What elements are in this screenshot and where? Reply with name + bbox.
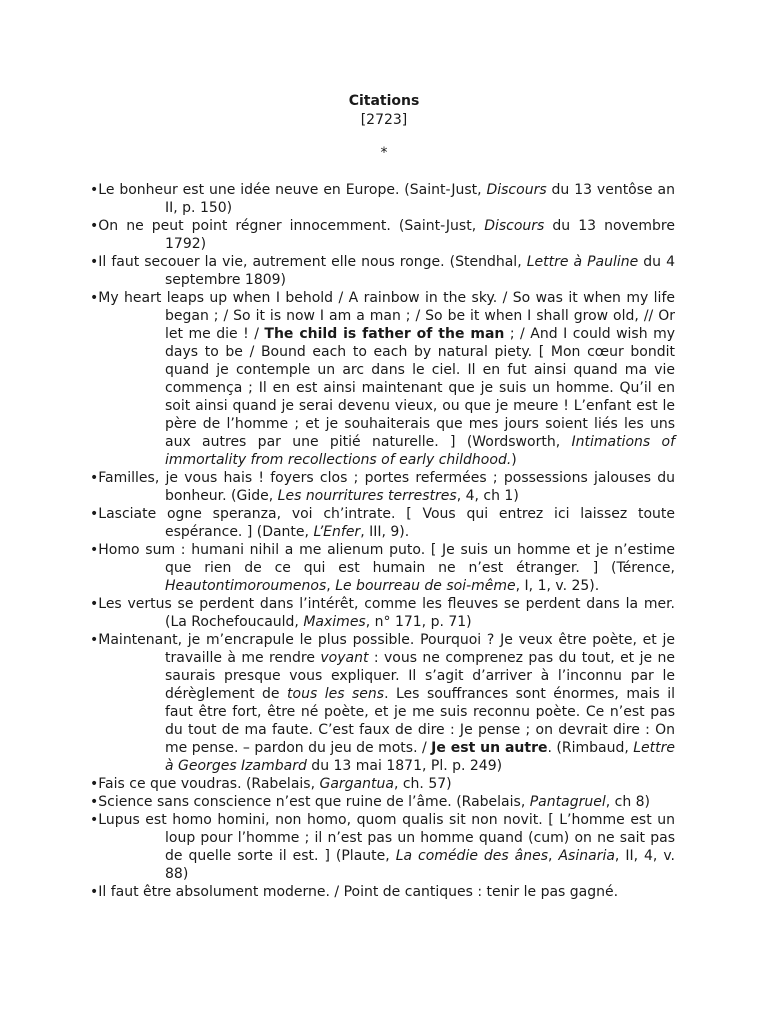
- entry-text: , I, 1, v. 25).: [515, 578, 600, 594]
- italic-text: Discours: [484, 218, 545, 234]
- quotation-entry: [90, 181, 675, 217]
- quotation-entry: [90, 631, 675, 775]
- bullet-marker: •: [90, 542, 99, 558]
- italic-text: Pantagruel: [529, 794, 606, 810]
- bullet-marker: •: [90, 794, 99, 810]
- bullet-marker: •: [90, 812, 99, 828]
- italic-text: voyant: [320, 650, 369, 666]
- italic-text: La comédie des ânes: [395, 848, 549, 864]
- italic-text: Lettre à Pauline: [526, 254, 639, 270]
- entry-text: Lupus est homo homini, non homo, quom qualis sit non novit. [ L’homme est un loup pour l’homme ; il n’est pas un homme quand (cum) on ne sait pas de quelle sorte il est. ] (Plaute,: [98, 812, 675, 864]
- quotation-entry: [90, 289, 675, 469]
- entry-text: Lasciate ogne speranza, voi ch’intrate. [ Vous qui entrez ici laissez toute espérance. ] (Dante,: [98, 506, 675, 540]
- italic-text: tous les sens: [287, 686, 385, 702]
- bold-text: The child is father of the man: [264, 326, 505, 342]
- entry-text: du 4 septembre 1809): [165, 254, 676, 288]
- entry-text: Il faut être absolument moderne. / Point de cantiques : tenir le pas gagné.: [98, 884, 619, 900]
- entry-text: ,: [326, 578, 336, 594]
- bullet-marker: •: [90, 776, 99, 792]
- entry-text: , II, 4, v. 88): [165, 848, 676, 882]
- quotation-entry: [90, 883, 675, 901]
- entry-text: , ch 8): [605, 794, 651, 810]
- italic-text: Heautontimoroumenos: [165, 578, 327, 594]
- bullet-marker: •: [90, 596, 99, 612]
- entry-text: du 13 ventôse an II, p. 150): [165, 182, 676, 216]
- quotation-entry: [90, 793, 675, 811]
- bullet-marker: •: [90, 632, 99, 648]
- quotation-entry: [90, 595, 675, 631]
- entry-text: . Les souffrances sont énormes, mais il faut être fort, être né poète, et je me suis reconnu poète. Ce n’est pas du tout de ma faute. C’est faux de dire : Je pense ; on devrait dire : On me pense. – pardon du jeu de mots. /: [165, 686, 675, 756]
- bullet-marker: •: [90, 290, 99, 306]
- section-separator: *: [380, 145, 388, 161]
- entry-text: Le bonheur est une idée neuve en Europe. (Saint-Just,: [98, 182, 487, 198]
- entry-text: Les vertus se perdent dans l’intérêt, comme les fleuves se perdent dans la mer. (La Rochefoucauld,: [98, 596, 675, 630]
- bullet-marker: •: [90, 884, 99, 900]
- entry-text: , ch. 57): [393, 776, 452, 792]
- italic-text: Gargantua: [319, 776, 394, 792]
- bold-text: Je est un autre: [431, 740, 548, 756]
- entry-text: My heart leaps up when I behold / A rainbow in the sky. / So was it when my life began ; / So it is now I am a man ; / So be it when I shall grow old, // Or let me die ! /: [98, 290, 675, 342]
- italic-text: Le bourreau de soi-même: [335, 578, 516, 594]
- entry-text: On ne peut point régner innocemment. (Saint-Just,: [98, 218, 485, 234]
- quotation-entry: [90, 811, 675, 883]
- quotation-entry: [90, 469, 675, 505]
- italic-text: Asinaria: [558, 848, 615, 864]
- entry-text: , 4, ch 1): [456, 488, 519, 504]
- quotation-entry: [90, 217, 675, 253]
- italic-text: Maximes: [303, 614, 366, 630]
- entry-text: , III, 9).: [360, 524, 410, 540]
- italic-text: Intimations of immortality from recollections of early childhood.: [165, 434, 675, 468]
- entry-text: du 13 novembre 1792): [165, 218, 675, 252]
- entry-text: Homo sum : humani nihil a me alienum puto. [ Je suis un homme et je n’estime que rien de ce qui est humain ne n’est étranger. ] (Térence,: [98, 542, 675, 576]
- document-number: [2723]: [360, 112, 408, 128]
- entry-text: Fais ce que voudras. (Rabelais,: [98, 776, 320, 792]
- bullet-marker: •: [90, 254, 99, 270]
- quotation-list: [90, 181, 675, 901]
- italic-text: L’Enfer: [313, 524, 361, 540]
- italic-text: Les nourritures terrestres: [277, 488, 457, 504]
- entry-text: Science sans conscience n’est que ruine de l’âme. (Rabelais,: [98, 794, 530, 810]
- entry-text: ): [511, 452, 517, 468]
- entry-text: : vous ne comprenez pas du tout, et je ne saurais presque vous expliquer. Il s’agit d’arriver à l’inconnu par le dérèglement de: [165, 650, 675, 702]
- entry-text: Maintenant, je m’encrapule le plus possible. Pourquoi ? Je veux être poète, et je travaille à me rendre: [98, 632, 675, 666]
- italic-text: Lettre à Georges Izambard: [165, 740, 676, 774]
- entry-text: , n° 171, p. 71): [365, 614, 472, 630]
- bullet-marker: •: [90, 470, 99, 486]
- bullet-marker: •: [90, 182, 99, 198]
- quotation-entry: [90, 541, 675, 595]
- entry-text: ; / And I could wish my days to be / Bound each to each by natural piety. [ Mon cœur bondit quand je contemple un arc dans le ciel. Il en fut ainsi quand ma vie commença ; Il en est ainsi maintenant que je suis un homme. Qu’il en soit ainsi quand je serai devenu vieux, ou que je meure ! L’enfant est le père de l’homme ; et je souhaiterais que mes jours soient liés les uns aux autres par une pitié naturelle. ] (Wordsworth,: [165, 326, 676, 450]
- quotation-entry: [90, 775, 675, 793]
- bullet-marker: •: [90, 218, 99, 234]
- entry-text: ,: [548, 848, 559, 864]
- italic-text: Discours: [486, 182, 547, 198]
- entry-text: . (Rimbaud,: [547, 740, 634, 756]
- entry-text: Il faut secouer la vie, autrement elle nous ronge. (Stendhal,: [98, 254, 527, 270]
- entry-text: Familles, je vous hais ! foyers clos ; portes refermées ; possessions jalouses du bonheur. (Gide,: [98, 470, 675, 504]
- quotation-entry: [90, 505, 675, 541]
- page-title: Citations: [348, 93, 420, 109]
- bullet-marker: •: [90, 506, 99, 522]
- quotation-entry: [90, 253, 675, 289]
- entry-text: du 13 mai 1871, Pl. p. 249): [306, 758, 503, 774]
